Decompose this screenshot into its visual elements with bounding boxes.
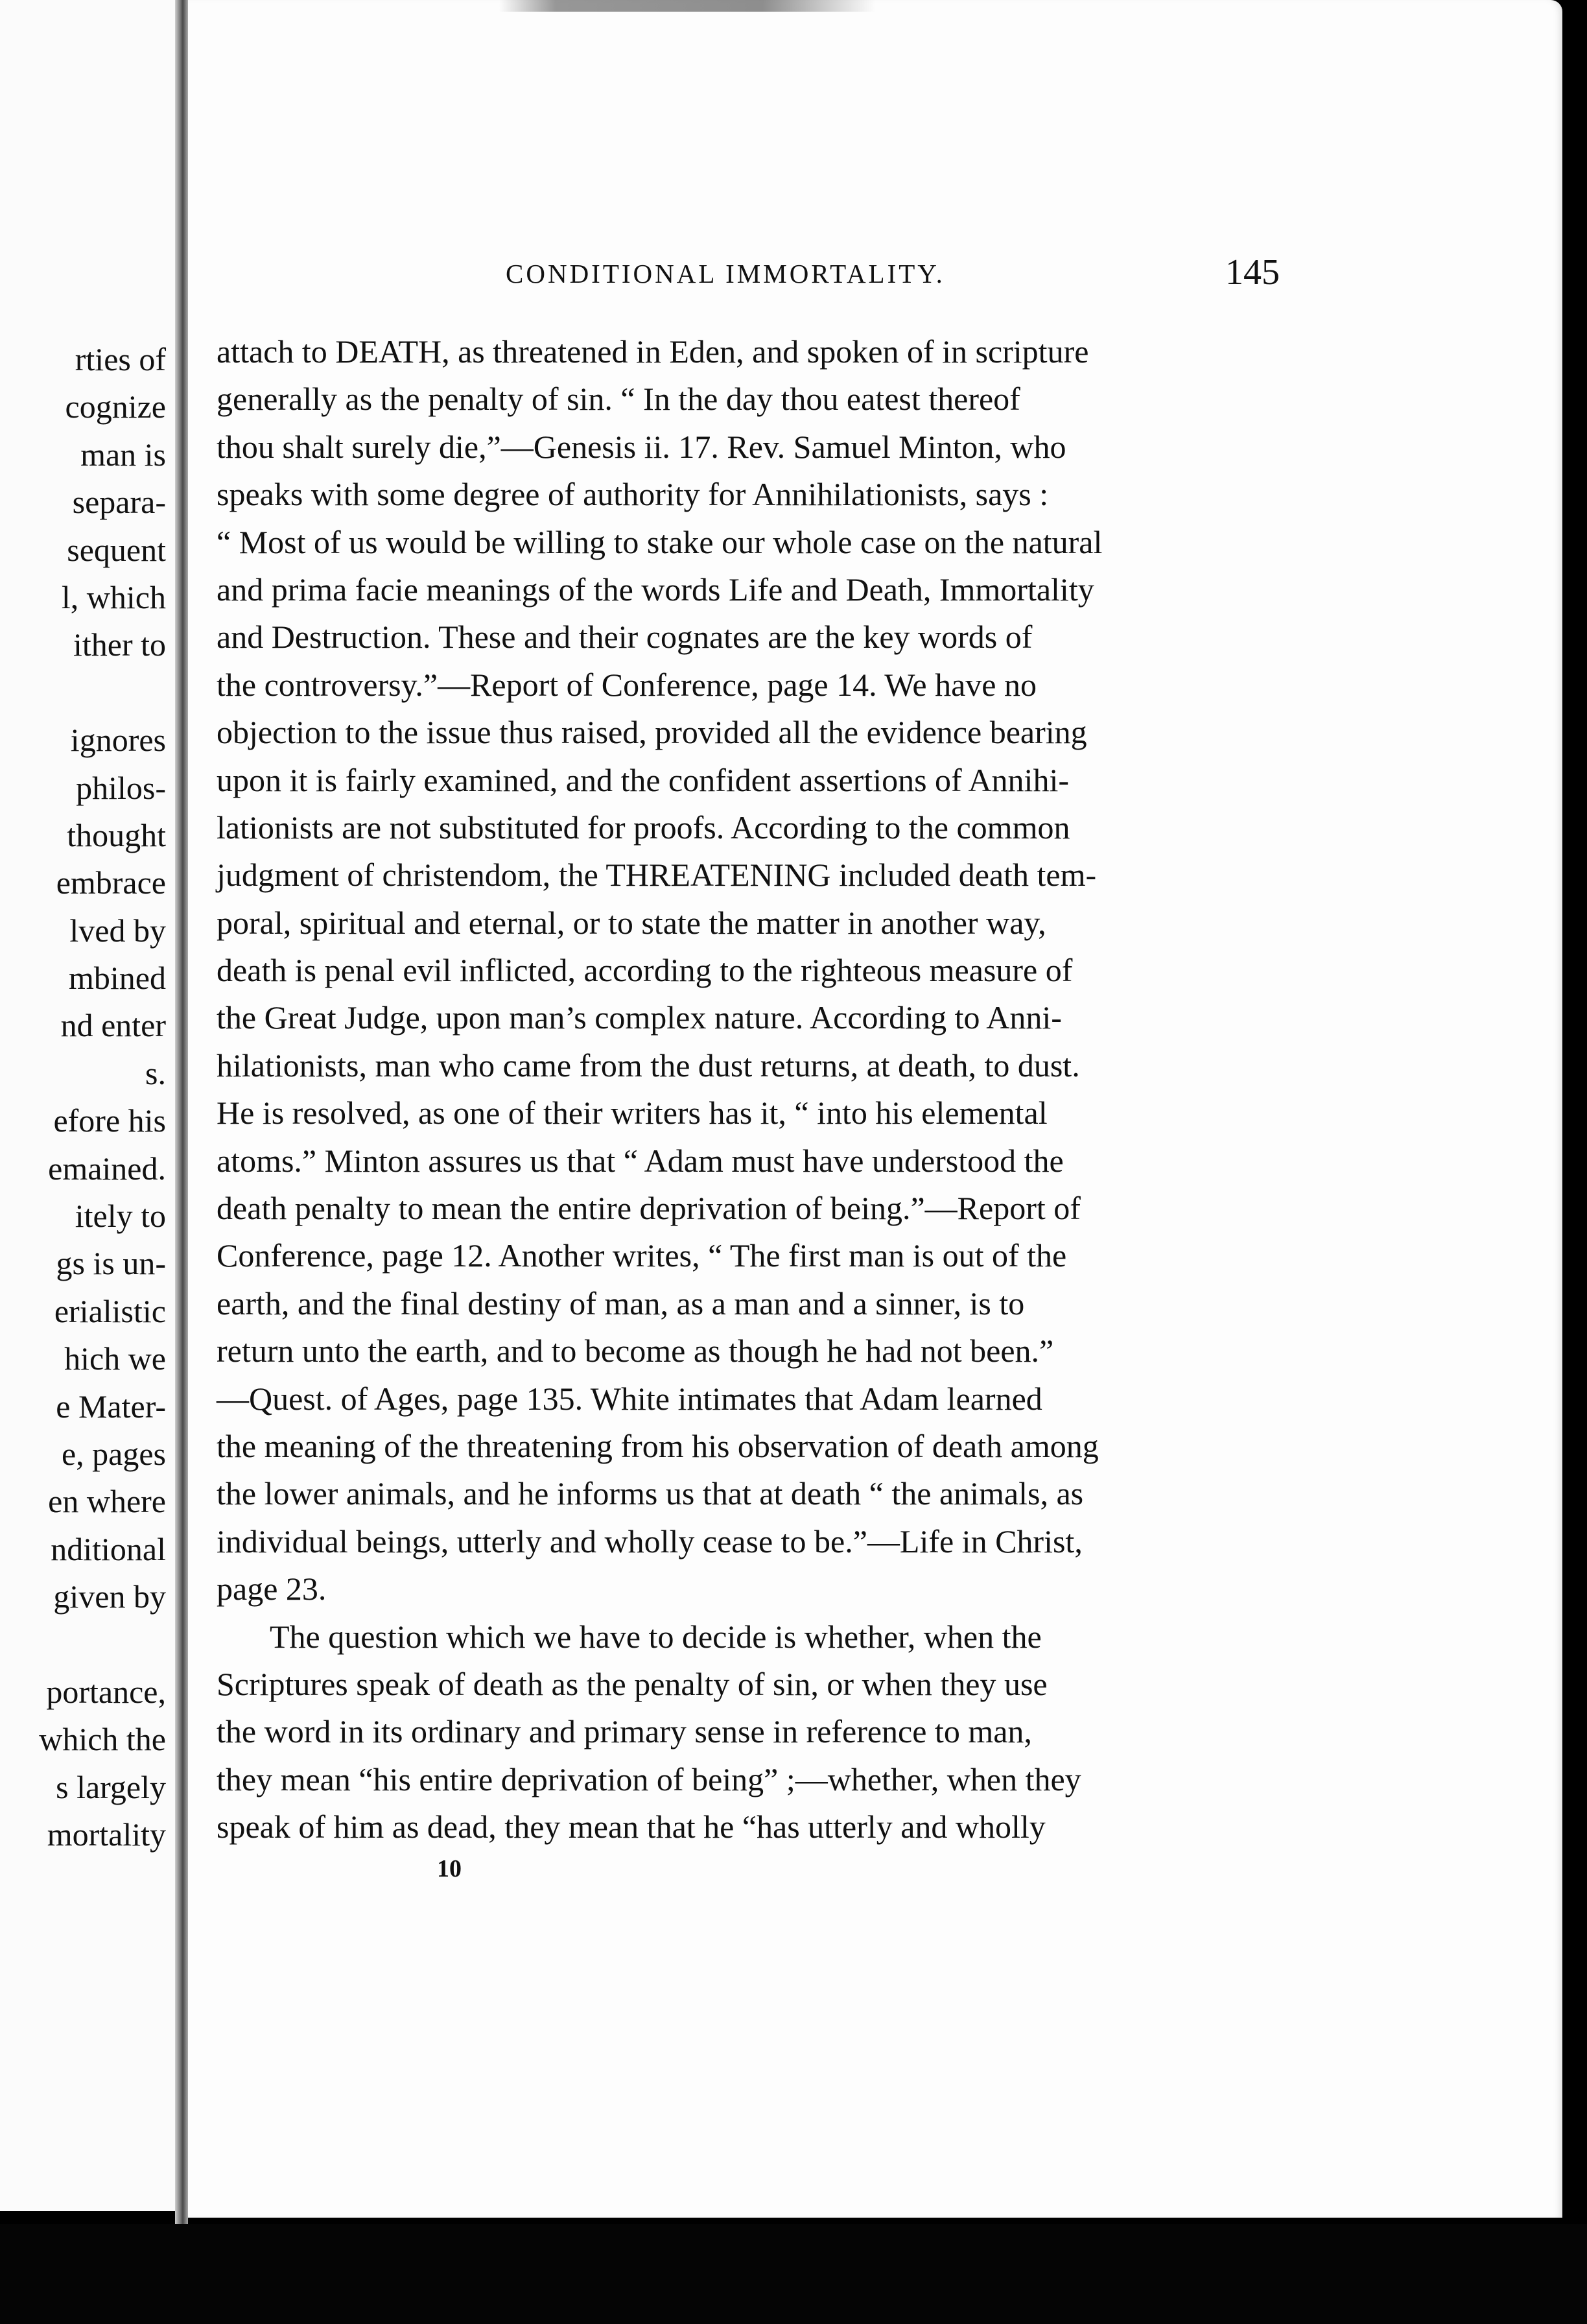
left-line: emained. [48,1150,166,1187]
left-line: en where [48,1483,166,1520]
text-line: the Great Judge, upon man’s complex nature. According to Anni- [217,999,1062,1036]
left-line: efore his [53,1102,166,1139]
text-line: the meaning of the threatening from his observation of death among [217,1427,1099,1464]
scanner-bed-shadow [0,2224,1587,2324]
text-line: Scriptures speak of death as the penalty of sin, or when they use [217,1665,1048,1702]
signature-mark: 10 [437,1855,462,1882]
text-line: death penalty to mean the entire deprivation of being.”—Report of [217,1190,1081,1227]
left-line: sequent [67,531,166,568]
text-line: upon it is fairly examined, and the confident assertions of Annihi- [217,761,1069,798]
body-text [217,328,1102,1851]
text-line: page 23. [217,1571,327,1607]
left-line-blank [39,669,166,717]
text-line: and Destruction. These and their cognates are the key words of [217,619,1033,656]
left-line: itely to [75,1198,166,1235]
text-line: attach to DEATH, as threatened in Eden, and spoken of in scripture [217,333,1089,370]
left-line: given by [53,1578,166,1615]
text-line: and prima facie meanings of the words Life and Death, Immortality [217,571,1094,608]
text-line: the controversy.”—Report of Conference, page 14. We have no [217,666,1037,703]
text-line: Conference, page 12. Another writes, “ The first man is out of the [217,1237,1067,1274]
left-line: e Mater- [56,1388,166,1425]
left-line: hich we [64,1340,166,1377]
text-line: earth, and the final destiny of man, as a man and a sinner, is to [217,1285,1025,1322]
left-line: l, which [61,578,166,615]
text-line: individual beings, utterly and wholly cease to be.”—Life in Christ, [217,1523,1083,1559]
text-line: poral, spiritual and eternal, or to state the matter in another way, [217,904,1046,941]
text-line: return unto the earth, and to become as though he had not been.” [217,1333,1054,1370]
left-line: thought [67,816,166,853]
left-line: man is [80,436,166,473]
left-line: ither to [73,626,166,663]
left-line: separa- [72,484,166,521]
text-line: they mean “his entire deprivation of being” ;—whether, when they [217,1761,1081,1797]
left-line: philos- [76,769,166,806]
text-line: “ Most of us would be willing to stake our whole case on the natural [217,523,1103,560]
left-page-text [39,336,166,1859]
left-line: ignores [70,722,166,759]
text-line: speak of him as dead, they mean that he “has utterly and wholly [217,1808,1046,1845]
left-line: mortality [47,1816,166,1853]
left-line: s. [145,1054,166,1091]
left-line: nd enter [60,1007,166,1044]
text-line: thou shalt surely die,”—Genesis ii. 17. Rev. Samuel Minton, who [217,428,1066,465]
page-number: 145 [1225,252,1280,292]
paragraph-start-line: The question which we have to decide is whether, when the [270,1618,1042,1655]
text-line: —Quest. of Ages, page 135. White intimates that Adam learned [217,1380,1042,1417]
left-line-blank [39,1621,166,1668]
text-line: generally as the penalty of sin. “ In the day thou eatest thereof [217,381,1020,418]
left-line: lved by [69,912,166,949]
left-line: nditional [51,1530,166,1567]
book-gutter [175,0,188,2224]
left-facing-page [0,0,175,2211]
right-page [188,0,1562,2218]
left-line: rties of [75,341,166,377]
text-line: judgment of christendom, the THREATENING included death tem- [217,857,1097,894]
text-line: He is resolved, as one of their writers has it, “ into his elemental [217,1095,1048,1132]
left-line: which the [39,1721,166,1758]
text-line: the word in its ordinary and primary sense in reference to man, [217,1713,1032,1750]
left-line: gs is un- [56,1245,166,1282]
left-line: embrace [56,864,166,901]
left-line: portance, [46,1673,166,1710]
left-line: s largely [56,1768,166,1805]
text-line: death is penal evil inflicted, according to the righteous measure of [217,952,1073,989]
left-line: mbined [69,960,166,997]
text-line: objection to the issue thus raised, provided all the evidence bearing [217,714,1087,751]
top-edge-mark [499,0,875,12]
text-line: speaks with some degree of authority for Annihilationists, says : [217,476,1049,513]
left-line: e, pages [61,1435,166,1472]
text-line: atoms.” Minton assures us that “ Adam must have understood the [217,1142,1064,1179]
running-head: CONDITIONAL IMMORTALITY. [506,259,945,289]
left-line: erialistic [54,1292,166,1329]
text-line: lationists are not substituted for proofs. According to the common [217,809,1070,846]
left-line: cognize [65,388,166,425]
text-line: hilationists, man who came from the dust returns, at death, to dust. [217,1047,1080,1084]
text-line: the lower animals, and he informs us that at death “ the animals, as [217,1475,1084,1512]
